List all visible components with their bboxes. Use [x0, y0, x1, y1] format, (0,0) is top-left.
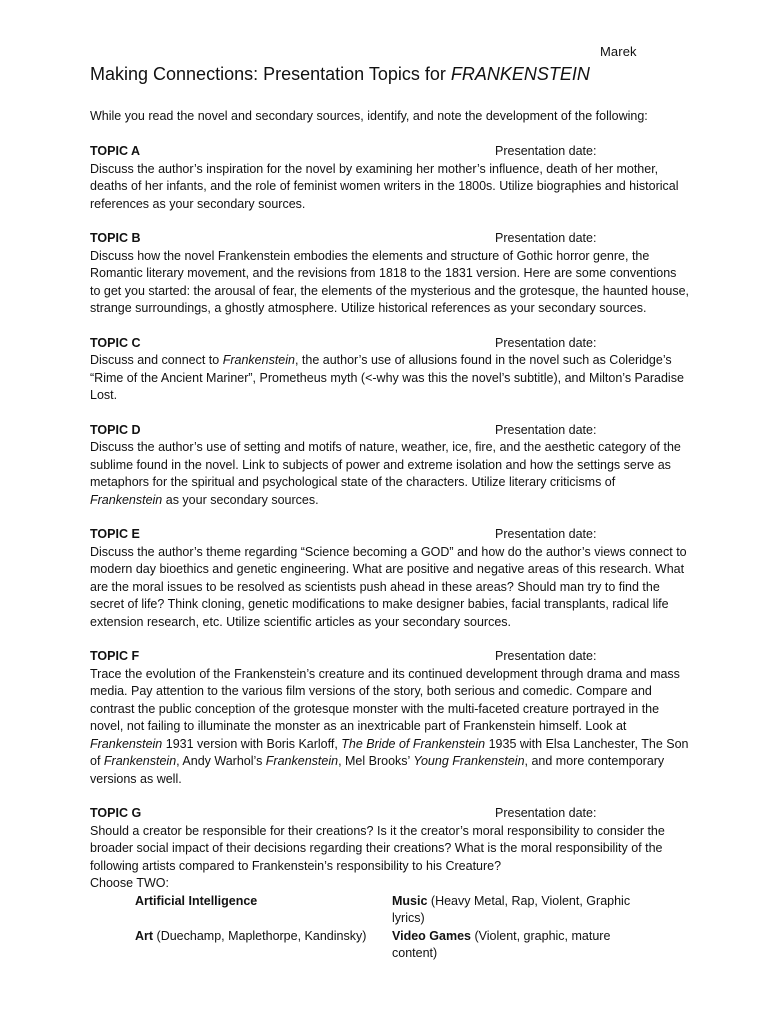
text-segment: Discuss the author’s use of setting and motifs of nature, weather, ice, fire, and the aesthetic category of the sublime found in the novel. Link to subjects of power and extreme isolation and how the settings serve as metaphors for the spiritual and psychological state of the characters. Utilize literary criticisms of — [90, 440, 681, 489]
choose-instruction: Choose TWO: — [90, 876, 169, 890]
italic-title: Frankenstein — [90, 736, 163, 751]
text-segment: 1935 with Elsa Lanchester, The Son of — [90, 736, 689, 768]
choice-item — [392, 893, 652, 928]
topic-description — [90, 352, 690, 405]
topic-header — [90, 526, 690, 544]
topic-description — [90, 544, 690, 632]
topic-description — [90, 823, 690, 876]
author-name: Marek — [600, 44, 637, 59]
text-segment: Discuss the author’s theme regarding “Science becoming a GOD” and how do the author’s views connect to modern day bioethics and genetic engineering. What are positive and negative areas of this research. What are the moral issues to be resolved as scientists push ahead in these areas? Should man try to find the secret of life? Think cloning, genetic modifications to make designer babies, facial transplants, radical life extension research, etc. Utilize scientific articles as your secondary sources. — [90, 544, 687, 629]
topic-label: TOPIC A — [90, 144, 141, 158]
topic-section — [90, 143, 690, 213]
topic-description — [90, 666, 690, 789]
topic-label: TOPIC B — [90, 231, 141, 245]
presentation-date-label: Presentation date: — [495, 806, 597, 820]
topic-header — [90, 335, 690, 353]
italic-title: The Bride of Frankenstein — [341, 736, 486, 751]
text-segment: , and more contemporary versions as well. — [90, 754, 665, 786]
topic-description — [90, 439, 690, 509]
text-segment: Discuss how the novel Frankenstein embodies the elements and structure of Gothic horror genre, the Romantic literary movement, and the revisions from 1818 to the 1831 version. Here are some conventions to get you started: the arousal of fear, the elements of the mysterious and the grotesque, the haunted house, strange surroundings, a ghostly atmosphere. Utilize historical references as your secondary sources. — [90, 248, 689, 315]
text-segment: , Mel Brooks’ — [338, 754, 414, 768]
topic-list — [90, 143, 690, 963]
choice-item — [135, 928, 392, 963]
topic-header — [90, 805, 690, 823]
text-segment: Discuss the author’s inspiration for the novel by examining her mother’s influence, death of her mother, deaths of her infants, and the role of feminist women writers in the 1800s. Utilize biographies and historical references as your secondary sources. — [90, 161, 679, 211]
text-segment: , the author’s use of allusions found in the novel such as Coleridge’s “Rime of the Ancient Mariner”, Prometheus myth (<-why was this the novel’s subtitle), and Milton’s Paradise Lost. — [90, 353, 684, 402]
presentation-date-label: Presentation date: — [495, 144, 597, 158]
choice-name: Video Games — [392, 928, 471, 943]
presentation-date-label: Presentation date: — [495, 527, 597, 541]
topic-section — [90, 805, 690, 963]
italic-title: Frankenstein — [90, 492, 163, 507]
presentation-date-label: Presentation date: — [495, 422, 597, 437]
italic-title: Frankenstein — [222, 353, 295, 367]
page-title — [90, 64, 590, 85]
topic-label: TOPIC G — [90, 806, 142, 820]
topic-label: TOPIC F — [90, 649, 140, 663]
text-segment: Discuss and connect to — [90, 353, 223, 367]
choice-detail: (Heavy Metal, Rap, Violent, Graphic lyrics) — [392, 893, 631, 925]
choice-name: Music — [392, 893, 428, 908]
italic-title: Frankenstein — [103, 754, 177, 768]
topic-section — [90, 648, 690, 788]
text-segment: , Andy Warhol’s — [176, 754, 266, 768]
intro-text: While you read the novel and secondary sources, identify, and note the development of the following: — [90, 109, 648, 123]
text-segment: as your secondary sources. — [162, 492, 319, 507]
presentation-date-label: Presentation date: — [495, 231, 597, 245]
text-segment: 1931 version with Boris Karloff, — [162, 736, 342, 751]
topic-description — [90, 248, 690, 318]
choice-detail: (Violent, graphic, mature content) — [392, 928, 611, 960]
presentation-date-label: Presentation date: — [495, 335, 597, 350]
topic-section — [90, 230, 690, 318]
topic-section — [90, 422, 690, 510]
topic-label: TOPIC D — [90, 422, 141, 437]
italic-title: Frankenstein — [265, 754, 339, 768]
italic-title: Young Frankenstein — [413, 754, 525, 768]
topic-label: TOPIC E — [90, 527, 140, 541]
choice-detail: (Duechamp, Maplethorpe, Kandinsky) — [153, 928, 367, 943]
topic-label: TOPIC C — [90, 335, 141, 350]
topic-header — [90, 648, 690, 666]
title-emphasis: FRANKENSTEIN — [450, 64, 590, 84]
topic-header — [90, 230, 690, 248]
choice-name: Art — [135, 928, 154, 943]
choice-item — [135, 893, 392, 928]
text-segment: Should a creator be responsible for their creations? Is it the creator’s moral responsibility to consider the broader social impact of their decisions regarding their creations? What is the moral responsibility of the following artists compared to Frankenstein’s responsibility to his Creature? — [90, 823, 665, 873]
choice-list — [135, 893, 690, 963]
presentation-date-label: Presentation date: — [495, 649, 597, 663]
topic-section — [90, 526, 690, 631]
title-prefix: Making Connections: Presentation Topics for — [90, 64, 451, 84]
choice-name: Artificial Intelligence — [135, 893, 258, 908]
topic-header — [90, 422, 690, 440]
text-segment: Trace the evolution of the Frankenstein’s creature and its continued development through drama and mass media. Pay attention to the various film versions of the story, both serious and comedic. Compare and contrast the public conception of the grotesque monster with the multi-faceted creature portrayed in the novel, not failing to illuminate the monster as an inextricable part of Frankenstein himself. Look at — [90, 666, 680, 733]
topic-header — [90, 143, 690, 161]
topic-description — [90, 161, 690, 214]
choice-item — [392, 928, 652, 963]
topic-section — [90, 335, 690, 405]
